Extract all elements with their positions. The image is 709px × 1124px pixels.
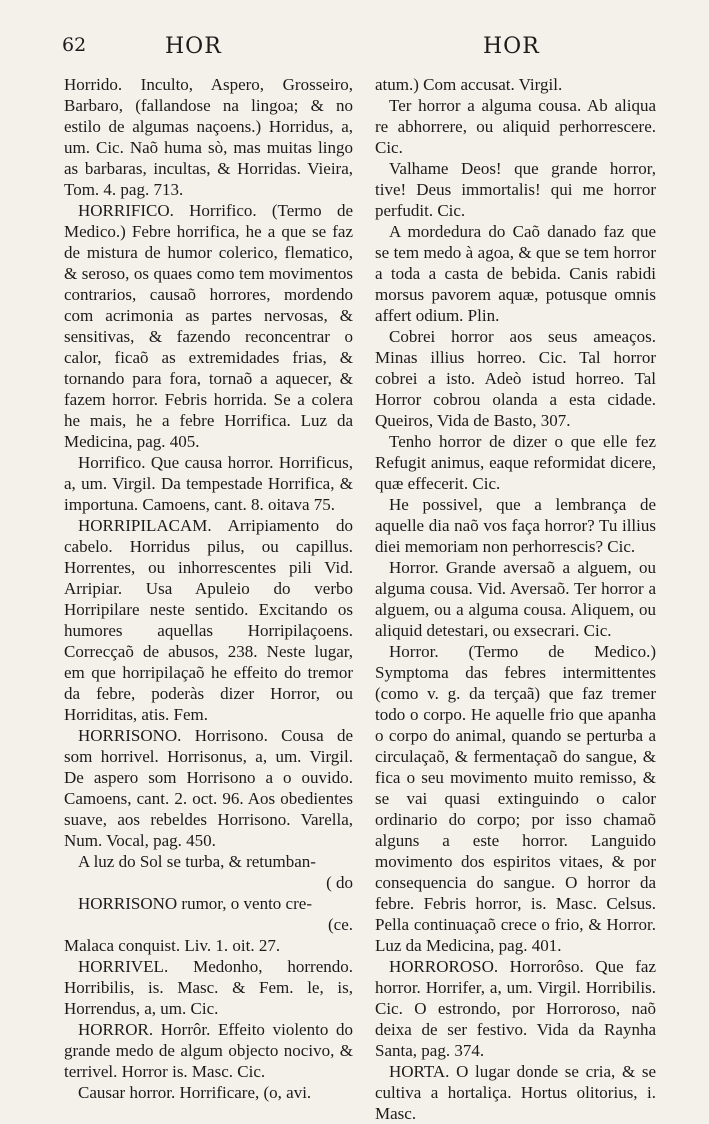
dictionary-entry: HORRIPILACAM. Arripiamento do cabelo. Horridus pilus, ou capillus. Horrentes, ou inhorrescentes pili Vid. Arripiar. Usa Apuleio do verbo Horripilare neste sentido. Excitando os humores aquellas Horripilaçoens. Correcçaõ de abusos, 238. Neste lugar, em que horripilaçaõ he effeito do tremor da febre, poderàs dizer Horror, ou Horriditas, atis. Fem.	[64, 516, 353, 724]
running-head-left: HOR	[165, 34, 222, 59]
dictionary-entry: He possivel, que a lembrança de aquelle dia naõ vos faça horror? Tu illius diei memoriam non perhorrescis? Cic.	[375, 495, 656, 556]
dictionary-entry: Horrifico. Que causa horror. Horrificus, a, um. Virgil. Da tempestade Horrifica, & importuna. Camoens, cant. 8. oitava 75.	[64, 453, 353, 514]
dictionary-entry: Cobrei horror aos seus ameaços. Minas illius horreo. Cic. Tal horror cobrei a isto. Adeò istud horreo. Tal Horror cobrou olanda a esta cidade. Queiros, Vida de Basto, 307.	[375, 327, 656, 430]
dictionary-entry: atum.) Com accusat. Virgil.	[375, 75, 563, 94]
dictionary-entry: Horrido. Inculto, Aspero, Grosseiro, Barbaro, (fallandose na lingoa; & no estilo de algumas naçoens.) Horridus, a, um. Cic. Naõ huma sò, mas muitas lingo as barbaras, incultas, & Horridas. Vieira, Tom. 4. pag. 713.	[64, 75, 353, 199]
dictionary-entry: HORRIVEL. Medonho, horrendo. Horribilis, is. Masc. & Fem. le, is, Horrendus, a, um. Cic.	[64, 957, 353, 1018]
dictionary-entry: Malaca conquist. Liv. 1. oit. 27.	[64, 936, 281, 955]
dictionary-entry: HORRISONO. Horrisono. Cousa de som horrivel. Horrisonus, a, um. Virgil. De aspero som Horrisono a o ouvido. Camoens, cant. 2. oct. 96. Aos obedientes suave, aos rebeldes Horrisono. Varella, Num. Vocal, pag. 450.	[64, 726, 353, 850]
dictionary-entry: (ce.	[327, 915, 353, 934]
dictionary-entry: Valhame Deos! que grande horror, tive! Deus immortalis! qui me horror perfudit. Cic.	[375, 159, 656, 220]
dictionary-entry: HORROR. Horrôr. Effeito violento do grande medo de algum objecto nocivo, & terrivel. Horror is. Masc. Cic.	[64, 1020, 353, 1081]
dictionary-entry: HORRIFICO. Horrifico. (Termo de Medico.) Febre horrifica, he a que se faz de mistura de humor colerico, flematico, & seroso, os quaes como tem movimentos contrarios, causaõ horrores, mordendo com acrimonia as partes nervosas, & sensitivas, & fazendo reconcentrar o calor, ficaõ as extremidades frias, & tornando para fora, tornaõ a aquecer, & fazem horror. Febris horrida. Se a colera he mais, he a febre Horrifica. Luz da Medicina, pag. 405.	[64, 201, 353, 451]
dictionary-entry: A luz do Sol se turba, & retumban-	[78, 852, 316, 871]
running-head-right: HOR	[483, 34, 540, 59]
dictionary-entry: Ter horror a alguma cousa. Ab aliqua re abhorrere, ou aliquid perhorrescere. Cic.	[375, 96, 656, 157]
dictionary-entry: A mordedura do Caõ danado faz que se tem medo à agoa, & que se tem horror a toda a casta de bebida. Canis rabidi morsus pavorem aquæ, potusque omnis affert odium. Plin.	[375, 222, 656, 325]
right-column	[375, 74, 656, 1123]
dictionary-entry: ( do	[326, 873, 353, 892]
dictionary-entry: Tenho horror de dizer o que elle fez Refugit animus, eaque reformidat dicere, quæ effecerit. Cic.	[375, 432, 656, 493]
left-column	[64, 74, 353, 1102]
dictionary-entry: Horror. (Termo de Medico.) Symptoma das febres intermittentes (como v. g. da terçaã) que faz tremer todo o corpo. He aquelle frio que apanha o corpo do animal, quando se perturba a circulaçaõ, & fermentaçaõ do sangue, & fica o seu movimento muito remisso, & se vai quasi extinguindo o calor ordinario do corpo; por isso chamaõ alguns a este horror. Languido movimento dos espiritos vitaes, & por consequencia do sangue. O horror da febre. Febris horror, is. Masc. Celsus. Pella continuaçaõ crece o frio, & Horror. Luz da Medicina, pag. 401.	[375, 642, 656, 955]
dictionary-entry: HORTA. O lugar donde se cria, & se cultiva a hortaliça. Hortus olitorius, i. Masc.	[375, 1062, 656, 1123]
dictionary-entry: HORROROSO. Horrorôso. Que faz horror. Horrifer, a, um. Virgil. Horribilis. Cic. O estrondo, por Horroroso, naõ deixa de ser festivo. Vida da Raynha Santa, pag. 374.	[375, 957, 656, 1060]
page-number: 62	[62, 34, 87, 56]
dictionary-entry: Causar horror. Horrificare, (o, avi.	[78, 1083, 312, 1102]
dictionary-entry: Horror. Grande aversaõ a alguem, ou alguma cousa. Vid. Aversaõ. Ter horror a alguem, ou a alguma cousa. Aliquem, ou aliquid detestari, ou exsecrari. Cic.	[375, 558, 656, 640]
page-header	[0, 34, 709, 68]
dictionary-entry: HORRISONO rumor, o vento cre-	[78, 894, 312, 913]
